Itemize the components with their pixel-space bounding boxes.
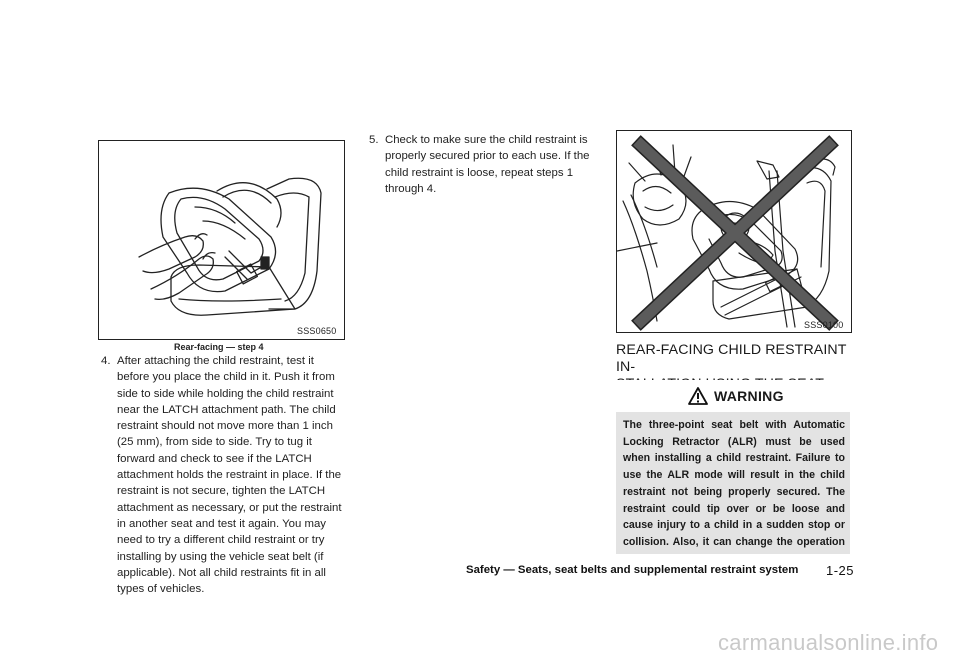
warning-triangle-icon [688,387,708,405]
rear-facing-step4-figure [98,140,345,340]
step-number: 5. [369,134,379,146]
warning-box [616,380,850,554]
incorrect-installation-figure [616,130,852,333]
page-number: 1-25 [826,563,855,578]
step-number: 4. [101,355,111,367]
step-text: Check to make sure the child restraint is properly secured prior to each use. If the child restraint is loose, repeat steps 1 through 4. [385,134,590,195]
watermark-text: carmanualsonline.info [718,630,939,655]
heading-line-1: REAR-FACING CHILD RESTRAINT IN- [616,342,847,375]
warning-title: WARNING [714,388,784,404]
warning-header [616,380,850,412]
figure-code: SSS0100 [804,320,844,330]
figure-caption: Rear-facing — step 4 [174,342,264,352]
figure-code: SSS0650 [297,326,337,336]
airbag-rear-facing-illustration [617,131,851,332]
child-seat-latch-illustration [99,141,344,339]
warning-text: The three-point seat belt with Automatic Locking Retractor (ALR) must be used when installing a child restraint. Failure to use the ALR mode will result in the child restraint not being properly secured. The restraint could tip over or be loose and cause injury to a child in a sudden stop or collision. Also, it can change the operation [623,419,845,548]
footer-section-title: Safety — Seats, seat belts and supplemental restraint system [466,564,799,576]
step-4-paragraph [101,353,346,597]
step-text: After attaching the child restraint, test it before you place the child in it. Push it from side to side while holding the child restraint near the LATCH attachment path. The child restraint should not move more than 1 inch (25 mm), from side to side. Try to tug it forward and check to see if the LATCH attachment holds the restraint in place. If the restraint is not secure, tighten the LATCH attachment as necessary, or put the restraint in another seat and test it again. You may need to try a different child restraint or try installing by using the vehicle seat belt (if applicable). Not all child restraints fit in all types of vehicles. [117,355,342,596]
step-5-paragraph [369,132,599,197]
